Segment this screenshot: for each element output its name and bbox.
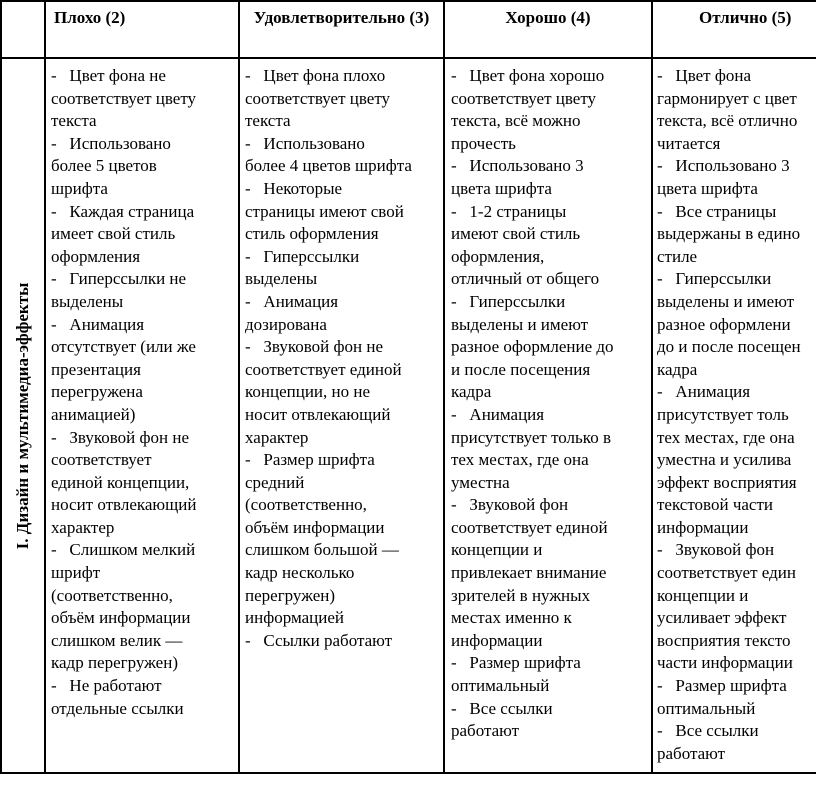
table-border	[0, 772, 816, 774]
header-satisfactory: Удовлетворительно (3)	[253, 8, 430, 27]
cell-good: - Цвет фона хорошо соответствует цвету текста, всё можно прочесть - Использовано 3 цвета шрифта - 1-2 страницы имеют свой стиль оформления, отличный от общего - Гиперссылки выделены и имеют разное оформление до и после посещения кадра - Анимация присутствует только в тех местах, где она уместна - Звуковой фон соответствует единой концепции и привлекает внимание зрителей в нужных местах именно к информации - Размер шрифта оптимальный - Все ссылки работают	[451, 66, 614, 741]
table-border	[238, 0, 240, 774]
cell-poor: - Цвет фона не соответствует цвету текста - Использовано более 5 цветов шрифта - Каждая страница имеет свой стиль оформления - Гиперссылки не выделены - Анимация отсутствует (или же презентация перегружена анимацией) - Звуковой фон не соответствует единой концепции, носит отвлекающий характер - Слишком мелкий шрифт (соответственно, объём информации слишком велик — кадр перегружен) - Не работают отдельные ссылки	[51, 66, 197, 718]
header-good: Хорошо (4)	[505, 8, 591, 27]
table-border	[0, 0, 816, 2]
table-border	[44, 0, 46, 774]
header-excellent: Отлично (5)	[699, 8, 792, 27]
row-label-design	[2, 60, 44, 772]
table-border	[0, 57, 816, 59]
table-border	[651, 0, 653, 774]
cell-excellent: - Цвет фона гармонирует с цвет текста, всё отлично читается - Использовано 3 цвета шрифта - Все страницы выдержаны в едино стиле - Гиперссылки выделены и имеют разное оформлени до и после посещен кадра - Анимация присутствует толь тех местах, где она уместна и усилива эффект восприятия текстовой части информации - Звуковой фон соответствует един концепции и усиливает эффект восприятия тексто части информации - Размер шрифта оптимальный - Все ссылки работают	[657, 66, 801, 763]
header-poor: Плохо (2)	[54, 8, 126, 27]
table-border	[443, 0, 445, 774]
cell-satisfactory: - Цвет фона плохо соответствует цвету текста - Использовано более 4 цветов шрифта - Некоторые страницы имеют свой стиль оформления - Гиперссылки выделены - Анимация дозирована - Звуковой фон не соответствует единой концепции, но не носит отвлекающий характер - Размер шрифта средний (соответственно, объём информации слишком большой — кадр несколько перегружен) информацией - Ссылки работают	[245, 66, 412, 650]
row-label-text: I. Дизайн и мультимедиа-эффекты	[13, 282, 32, 550]
